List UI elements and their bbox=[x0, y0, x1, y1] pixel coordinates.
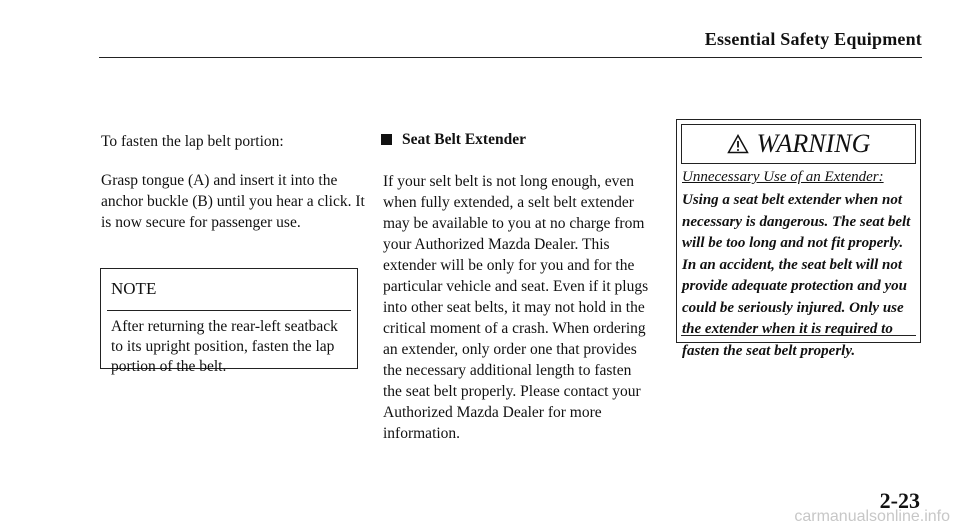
warning-text: Using a seat belt extender when not necessary is dangerous. The seat belt will be too long and not fit properly. In an accident, the seat belt will not provide adequate protection and you could be seriously injured. Only use the extender when it is required to fasten the seat belt properly. bbox=[682, 192, 911, 359]
page-number: 2-23 bbox=[879, 488, 920, 513]
extender-heading bbox=[381, 131, 526, 149]
square-bullet-icon bbox=[381, 134, 392, 145]
lap-belt-step: Grasp tongue (A) and insert it into the anchor buckle (B) until you hear a click. It is now secure for passenger use. bbox=[101, 172, 365, 231]
section-title: Essential Safety Equipment bbox=[704, 29, 922, 49]
warning-box bbox=[676, 119, 921, 359]
note-text: After returning the rear-left seatback to its upright position, fasten the lap portion of the belt. bbox=[111, 318, 338, 375]
lap-belt-intro: To fasten the lap belt portion: bbox=[101, 133, 284, 150]
watermark: carmanualsonline.info bbox=[794, 508, 950, 525]
note-divider bbox=[107, 310, 351, 311]
note-title: NOTE bbox=[111, 279, 157, 298]
warning-bottom-rule bbox=[681, 335, 916, 336]
lap-belt-instructions bbox=[101, 131, 371, 233]
extender-heading-label: Seat Belt Extender bbox=[402, 131, 526, 148]
warning-title: WARNING bbox=[756, 129, 871, 158]
header-divider bbox=[99, 57, 922, 58]
warning-header bbox=[681, 124, 916, 164]
note-box bbox=[100, 268, 358, 375]
extender-text: If your selt belt is not long enough, even when fully extended, a selt belt extender may be available to you at no charge from your Authorized Mazda Dealer. This extender will be only for you and for the particular vehicle and seat. Even if it plugs into other seat belts, it may not hold in the critical moment of a crash. When ordering an extender, only order one that provides the necessary additional length to fasten the seat belt properly. Please contact your Authorized Mazda Dealer for more information. bbox=[383, 173, 649, 442]
warning-subheading: Unnecessary Use of an Extender: bbox=[682, 169, 884, 185]
warning-triangle-icon bbox=[727, 134, 749, 154]
